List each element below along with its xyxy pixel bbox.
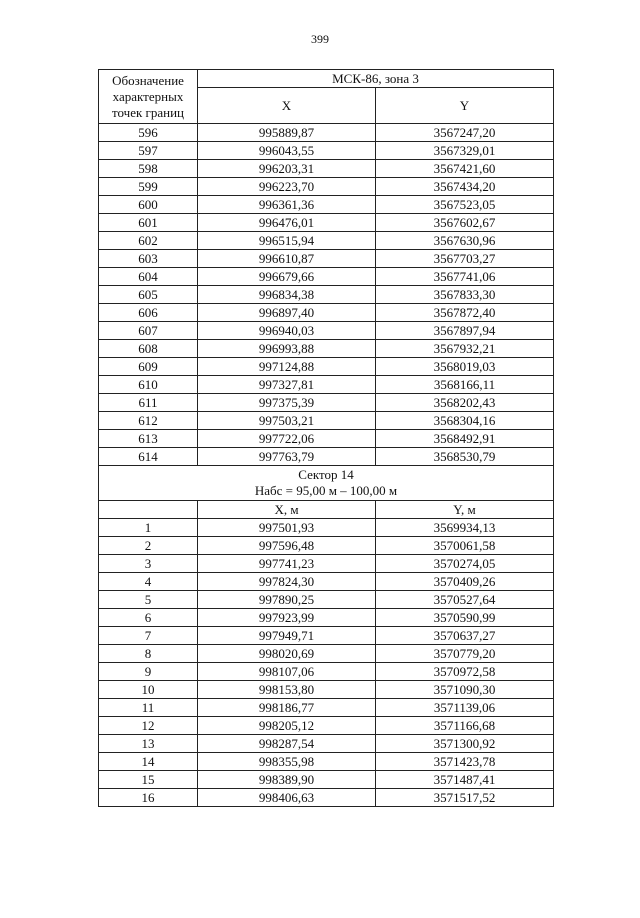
table-row (99, 537, 554, 555)
y-value: 3570972,58 (376, 663, 554, 681)
x-value: 997503,21 (198, 412, 376, 430)
x-value: 997722,06 (198, 430, 376, 448)
y-value: 3571487,41 (376, 771, 554, 789)
sector-title: Сектор 14 (298, 467, 354, 482)
x-value: 997923,99 (198, 609, 376, 627)
x-value: 996834,38 (198, 286, 376, 304)
x-value: 998153,80 (198, 681, 376, 699)
y-value: 3568202,43 (376, 394, 554, 412)
y-value: 3567872,40 (376, 304, 554, 322)
point-id: 600 (99, 196, 198, 214)
y-value: 3570637,27 (376, 627, 554, 645)
table-row (99, 160, 554, 178)
table-row (99, 519, 554, 537)
table-row (99, 322, 554, 340)
point-id: 612 (99, 412, 198, 430)
table-row (99, 645, 554, 663)
table-row (99, 286, 554, 304)
y-value: 3567833,30 (376, 286, 554, 304)
point-id: 599 (99, 178, 198, 196)
point-id: 596 (99, 124, 198, 142)
point-id: 13 (99, 735, 198, 753)
table-row (99, 340, 554, 358)
table-row (99, 196, 554, 214)
table-row (99, 430, 554, 448)
page-number: 399 (311, 32, 329, 46)
x-value: 996940,03 (198, 322, 376, 340)
y-value: 3571139,06 (376, 699, 554, 717)
point-id: 16 (99, 789, 198, 807)
point-id: 8 (99, 645, 198, 663)
point-id: 5 (99, 591, 198, 609)
point-id: 9 (99, 663, 198, 681)
point-id: 1 (99, 519, 198, 537)
point-id: 613 (99, 430, 198, 448)
x-value: 997741,23 (198, 555, 376, 573)
table-row (99, 448, 554, 466)
x-value: 997949,71 (198, 627, 376, 645)
table-row (99, 358, 554, 376)
y-value: 3570590,99 (376, 609, 554, 627)
table-row (99, 178, 554, 196)
sector-axis-header-row (99, 501, 554, 519)
x-value: 997501,93 (198, 519, 376, 537)
x-value: 996203,31 (198, 160, 376, 178)
x-value: 996043,55 (198, 142, 376, 160)
x-value: 995889,87 (198, 124, 376, 142)
point-id: 10 (99, 681, 198, 699)
y-value: 3568304,16 (376, 412, 554, 430)
point-id: 610 (99, 376, 198, 394)
header-row (99, 70, 554, 88)
point-id: 609 (99, 358, 198, 376)
point-id: 14 (99, 753, 198, 771)
point-id: 12 (99, 717, 198, 735)
x-value: 998205,12 (198, 717, 376, 735)
x-value: 996897,40 (198, 304, 376, 322)
point-id: 598 (99, 160, 198, 178)
x-value: 996476,01 (198, 214, 376, 232)
point-id: 605 (99, 286, 198, 304)
y-value: 3571423,78 (376, 753, 554, 771)
coordinates-table (98, 69, 554, 807)
x-value: 998406,63 (198, 789, 376, 807)
table-row (99, 609, 554, 627)
y-value: 3567630,96 (376, 232, 554, 250)
table-row (99, 789, 554, 807)
y-value: 3568166,11 (376, 376, 554, 394)
point-id: 3 (99, 555, 198, 573)
y-value: 3571300,92 (376, 735, 554, 753)
table-row (99, 573, 554, 591)
point-id: 15 (99, 771, 198, 789)
point-id: 611 (99, 394, 198, 412)
table-row (99, 142, 554, 160)
point-id: 4 (99, 573, 198, 591)
point-id: 606 (99, 304, 198, 322)
y-value: 3569934,13 (376, 519, 554, 537)
table-row (99, 717, 554, 735)
table-row (99, 681, 554, 699)
y-value: 3570274,05 (376, 555, 554, 573)
x-value: 997124,88 (198, 358, 376, 376)
table-row (99, 268, 554, 286)
y-value: 3567247,20 (376, 124, 554, 142)
x-value: 997824,30 (198, 573, 376, 591)
table-row (99, 591, 554, 609)
table-row (99, 412, 554, 430)
x-value: 997327,81 (198, 376, 376, 394)
table-row (99, 304, 554, 322)
y-value: 3567523,05 (376, 196, 554, 214)
point-id: 604 (99, 268, 198, 286)
y-value: 3571090,30 (376, 681, 554, 699)
x-value: 996610,87 (198, 250, 376, 268)
sector-heading (99, 466, 554, 501)
point-id: 602 (99, 232, 198, 250)
point-id: 603 (99, 250, 198, 268)
x-value: 997375,39 (198, 394, 376, 412)
x-value: 998355,98 (198, 753, 376, 771)
point-id: 608 (99, 340, 198, 358)
sector-heading-row (99, 466, 554, 501)
y-value: 3567741,06 (376, 268, 554, 286)
point-id: 597 (99, 142, 198, 160)
sector-height-range: Набс = 95,00 м – 100,00 м (254, 483, 398, 498)
x-value: 997763,79 (198, 448, 376, 466)
x-value: 996515,94 (198, 232, 376, 250)
x-value: 997890,25 (198, 591, 376, 609)
y-value: 3567703,27 (376, 250, 554, 268)
y-value: 3567434,20 (376, 178, 554, 196)
x-unit-header: X, м (198, 501, 376, 519)
x-value: 998020,69 (198, 645, 376, 663)
x-value: 996223,70 (198, 178, 376, 196)
table-row (99, 753, 554, 771)
table-row (99, 699, 554, 717)
y-value: 3567602,67 (376, 214, 554, 232)
point-id: 11 (99, 699, 198, 717)
y-value: 3570527,64 (376, 591, 554, 609)
point-id: 7 (99, 627, 198, 645)
x-value: 996993,88 (198, 340, 376, 358)
y-value: 3568530,79 (376, 448, 554, 466)
table-row (99, 663, 554, 681)
table-row (99, 250, 554, 268)
table-row (99, 124, 554, 142)
x-value: 998389,90 (198, 771, 376, 789)
y-value: 3571517,52 (376, 789, 554, 807)
point-id: 6 (99, 609, 198, 627)
coordinate-system-header: МСК-86, зона 3 (198, 70, 554, 88)
point-id: 2 (99, 537, 198, 555)
y-header: Y (376, 88, 554, 124)
point-id: 607 (99, 322, 198, 340)
y-value: 3570779,20 (376, 645, 554, 663)
x-value: 998186,77 (198, 699, 376, 717)
table-row (99, 376, 554, 394)
x-value: 997596,48 (198, 537, 376, 555)
y-value: 3571166,68 (376, 717, 554, 735)
table-row (99, 555, 554, 573)
table-row (99, 232, 554, 250)
x-value: 996679,66 (198, 268, 376, 286)
x-value: 996361,36 (198, 196, 376, 214)
point-designation-header: Обозначение характерных точек границ (99, 70, 198, 124)
x-value: 998107,06 (198, 663, 376, 681)
table-row (99, 627, 554, 645)
y-value: 3567329,01 (376, 142, 554, 160)
x-value: 998287,54 (198, 735, 376, 753)
y-value: 3567421,60 (376, 160, 554, 178)
table-row (99, 214, 554, 232)
y-value: 3567932,21 (376, 340, 554, 358)
y-value: 3568019,03 (376, 358, 554, 376)
y-value: 3570409,26 (376, 573, 554, 591)
x-header: X (198, 88, 376, 124)
y-value: 3567897,94 (376, 322, 554, 340)
point-id: 601 (99, 214, 198, 232)
y-value: 3568492,91 (376, 430, 554, 448)
y-value: 3570061,58 (376, 537, 554, 555)
y-unit-header: Y, м (376, 501, 554, 519)
point-id: 614 (99, 448, 198, 466)
blank-cell (99, 501, 198, 519)
table-row (99, 394, 554, 412)
table-row (99, 771, 554, 789)
table-row (99, 735, 554, 753)
